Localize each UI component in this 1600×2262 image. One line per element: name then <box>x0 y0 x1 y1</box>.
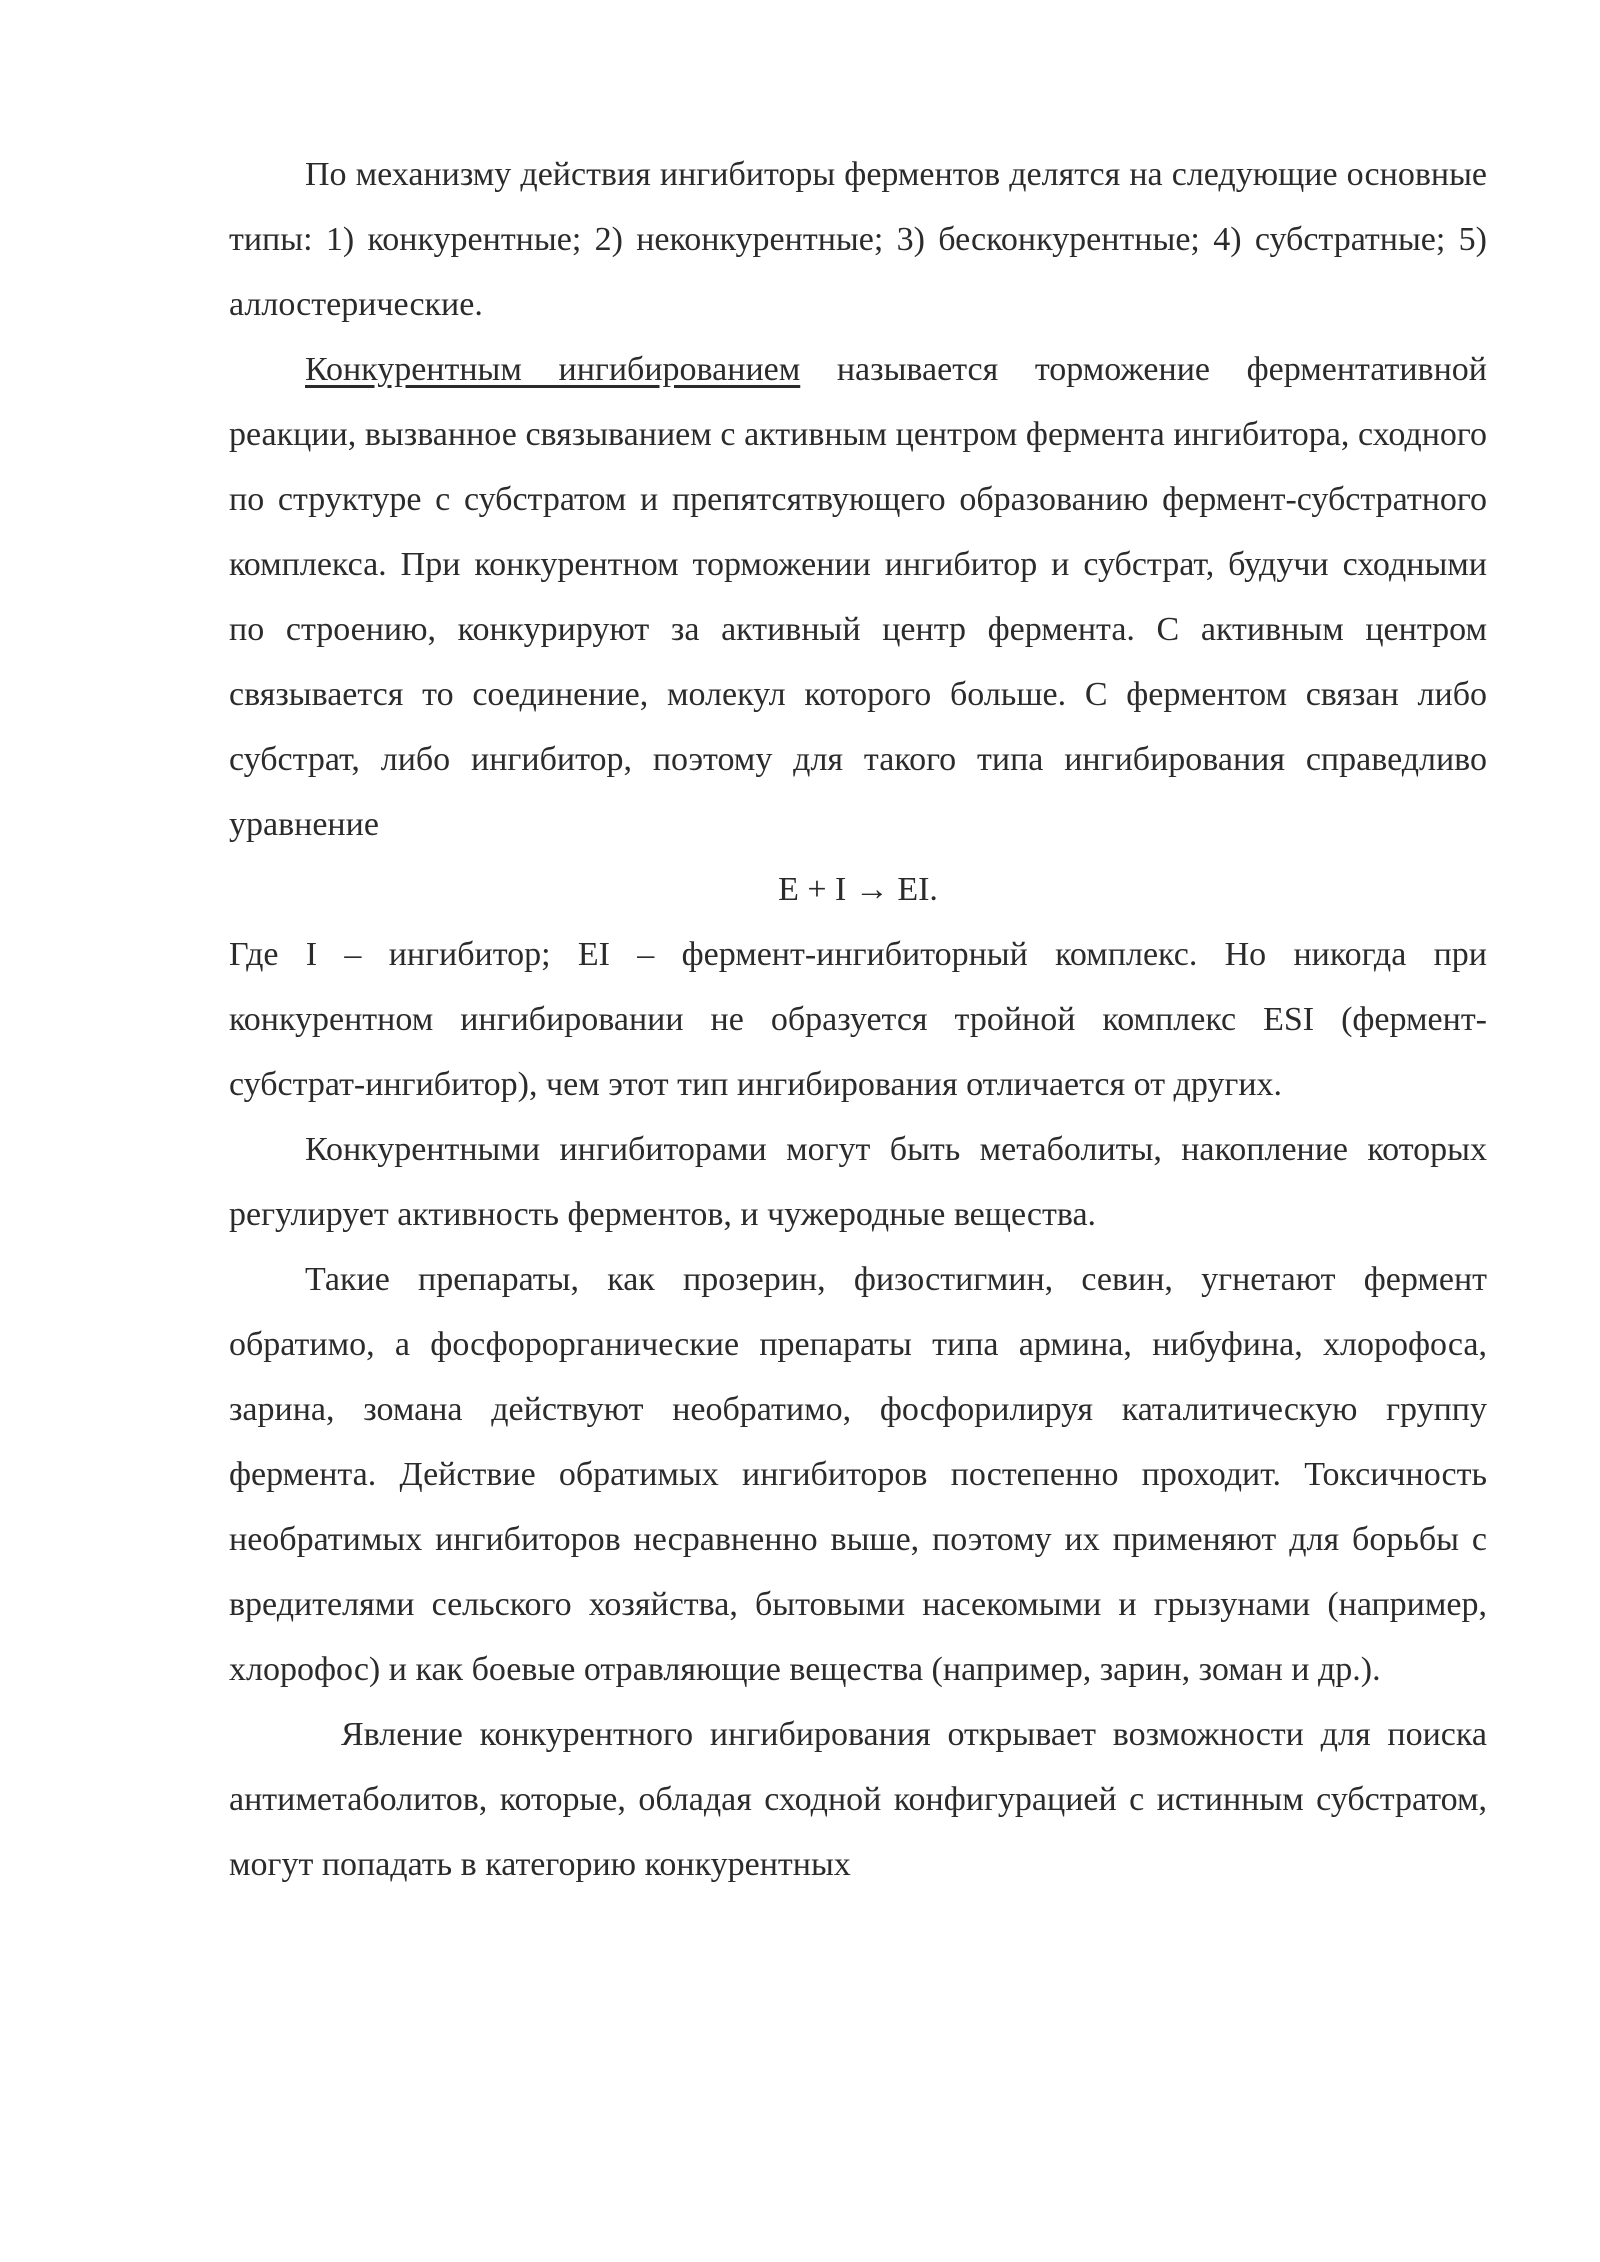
paragraph-competitive-inhibitors: Конкурентными ингибиторами могут быть метаболиты, накопление которых регулирует активность ферментов, и чужеродные вещества. <box>229 1131 1487 1233</box>
document-page <box>229 142 1487 1897</box>
paragraph-inhibitor-types: По механизму действия ингибиторы ферментов делятся на следующие основные типы: 1) конкурентные; 2) неконкурентные; 3) бесконкурентные; 4) субстратные; 5) аллостерические. <box>229 156 1487 323</box>
equation: E + I → EI. <box>778 871 938 908</box>
paragraph-competitive-definition-text: называется торможение ферментативной реакции, вызванное связыванием с активным центром фермента ингибитора, сходного по структуре с субстратом и препятсятвующего образованию фермент-субстратного комплекса. При конкурентном торможении ингибитор и субстрат, будучи сходными по строению, конкурируют за активный центр фермента. С активным центром связывается то соединение, молекул которого больше. С ферментом связан либо субстрат, либо ингибитор, поэтому для такого типа ингибирования справедливо уравнение <box>229 351 1487 843</box>
paragraph-equation-explanation: Где I – ингибитор; EI – фермент-ингибиторный комплекс. Но никогда при конкурентном ингибировании не образуется тройной комплекс ESI (фермент-субстрат-ингибитор), чем этот тип ингибирования отличается от других. <box>229 936 1487 1103</box>
paragraph-competitive-definition <box>229 337 1487 857</box>
paragraph-drugs: Такие препараты, как прозерин, физостигмин, севин, угнетают фермент обратимо, а фосфорорганические препараты типа армина, нибуфина, хлорофоса, зарина, зомана действуют необратимо, фосфорилируя каталитическую группу фермента. Действие обратимых ингибиторов постепенно проходит. Токсичность необратимых ингибиторов несравненно выше, поэтому их применяют для борьбы с вредителями сельского хозяйства, бытовыми насекомыми и грызунами (например, хлорофос) и как боевые отравляющие вещества (например, зарин, зоман и др.). <box>229 1261 1487 1688</box>
paragraph-antimetabolites: Явление конкурентного ингибирования открывает возможности для поиска антиметаболитов, которые, обладая сходной конфигурацией с истинным субстратом, могут попадать в категорию конкурентных <box>229 1716 1487 1883</box>
term-competitive-inhibition: Конкурентным ингибированием <box>305 351 801 388</box>
